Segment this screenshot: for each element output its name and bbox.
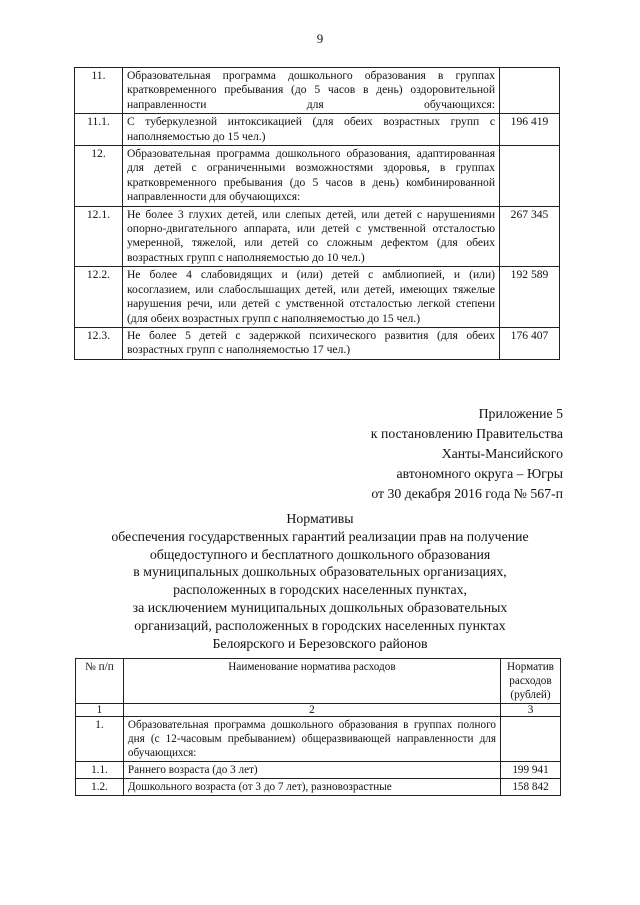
row-number: 1. — [76, 717, 124, 762]
table-row — [75, 327, 560, 359]
title-line: расположенных в городских населенных пунктах, — [173, 582, 467, 598]
row-number: 12. — [75, 146, 123, 207]
row-value — [500, 68, 560, 114]
appendix-region-2: автономного округа – Югры — [396, 466, 563, 481]
row-description: Образовательная программа дошкольного образования в группах кратковременного пребывания (до 5 часов в день) оздоровительной направленности для обучающихся: — [122, 68, 499, 114]
row-description: Не более 3 глухих детей, или слепых детей, или детей с нарушениями опорно-двигательного аппарата, или детей с умственной отсталостью умеренной, тяжелой, или детей со сложным дефектом (для обеих возрастных групп с наполняемостью до 10 чел.) — [122, 206, 499, 267]
column-index-row — [76, 704, 561, 717]
table-row — [76, 779, 561, 796]
row-description: Не более 5 детей с задержкой психического развития (для обеих возрастных групп с наполняемостью 17 чел.) — [122, 327, 499, 359]
title-heading: Нормативы — [286, 511, 354, 526]
row-number: 11. — [75, 68, 123, 114]
row-description: Раннего возраста (до 3 лет) — [123, 762, 500, 779]
row-value: 192 589 — [500, 267, 560, 328]
row-number: 1.2. — [76, 779, 124, 796]
row-value: 176 407 — [500, 327, 560, 359]
table-row — [75, 206, 560, 267]
row-number: 12.1. — [75, 206, 123, 267]
norms-table-continued — [74, 67, 560, 360]
title-line: организаций, расположенных в городских населенных пунктах — [134, 617, 506, 633]
appendix-date: от 30 декабря 2016 года № 567-п — [371, 486, 563, 501]
row-description: Не более 4 слабовидящих и (или) детей с амблиопией, и (или) косоглазием, или слабослышащих детей, или детей, имеющих тяжелые нарушения речи, или детей с умственной отсталостью легкой степени (для обеих возрастных групп с наполняемостью до 15 чел.) — [122, 267, 499, 328]
page-number: 9 — [316, 31, 324, 46]
column-index: 2 — [123, 704, 500, 717]
norms-table — [75, 658, 561, 796]
row-value — [500, 146, 560, 207]
appendix-header — [371, 404, 563, 504]
appendix-region: Ханты-Мансийского — [441, 446, 563, 461]
header-number: № п/п — [76, 659, 124, 704]
table-row — [76, 717, 561, 762]
row-value — [501, 717, 561, 762]
appendix-label: Приложение 5 — [478, 406, 563, 421]
row-value: 267 345 — [500, 206, 560, 267]
row-value: 196 419 — [500, 114, 560, 146]
table-row — [75, 114, 560, 146]
title-line: общедоступного и бесплатного дошкольного образования — [149, 546, 491, 562]
row-description: Образовательная программа дошкольного образования в группах полного дня (с 12-часовым пребыванием) общеразвивающей направленности для обучающихся: — [123, 717, 500, 762]
row-description: С туберкулезной интоксикацией (для обеих возрастных групп с наполняемостью до 15 чел.) — [122, 114, 499, 146]
row-number: 11.1. — [75, 114, 123, 146]
row-number: 12.3. — [75, 327, 123, 359]
title-line: в муниципальных дошкольных образовательных организациях, — [133, 564, 507, 580]
title-line: Белоярского и Березовского районов — [212, 635, 428, 651]
column-index: 3 — [501, 704, 561, 717]
row-number: 1.1. — [76, 762, 124, 779]
row-value: 158 842 — [501, 779, 561, 796]
header-value: Норматив расходов (рублей) — [501, 659, 561, 704]
row-description: Дошкольного возраста (от 3 до 7 лет), разновозрастные — [123, 779, 500, 796]
table-row — [75, 68, 560, 114]
column-index: 1 — [76, 704, 124, 717]
row-value: 199 941 — [501, 762, 561, 779]
document-title — [60, 510, 580, 652]
title-line: обеспечения государственных гарантий реализации прав на получение — [111, 528, 529, 544]
row-number: 12.2. — [75, 267, 123, 328]
appendix-resolution: к постановлению Правительства — [370, 426, 563, 441]
table-row — [75, 146, 560, 207]
table-row — [76, 762, 561, 779]
row-description: Образовательная программа дошкольного образования, адаптированная для детей с ограниченными возможностями здоровья, в группах кратковременного пребывания (до 5 часов в день) комбинированной направленности для обучающихся: — [122, 146, 499, 207]
table-header-row — [76, 659, 561, 704]
title-line: за исключением муниципальных дошкольных образовательных — [132, 599, 508, 615]
table-row — [75, 267, 560, 328]
header-name: Наименование норматива расходов — [123, 659, 500, 704]
